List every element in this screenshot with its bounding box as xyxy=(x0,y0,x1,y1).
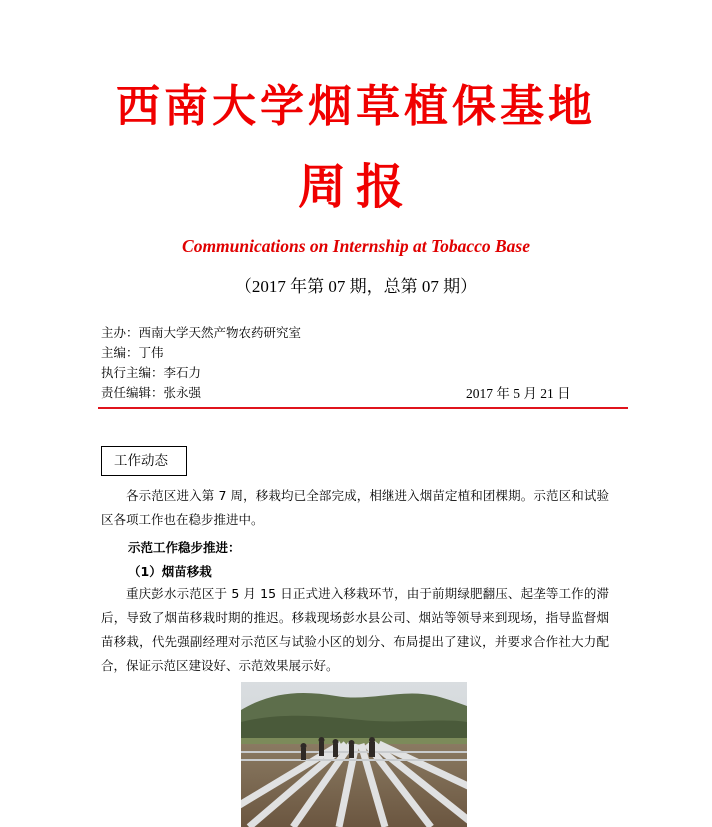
body-paragraph: 重庆彭水示范区于 5 月 15 日正式进入移栽环节，由于前期绿肥翻压、起垄等工作的滞后，导致了烟苗移栽时期的推迟。移栽现场彭水县公司、烟站等领导来到现场，指导监督烟苗移栽，代先强副经理对示范区与试验小区的划分、布局提出了建议，并要求合作社大力配合，保证示范区建设好、示范效果展示好。 xyxy=(101,586,609,673)
intro-paragraph: 各示范区进入第 7 周，移栽均已全部完成，相继进入烟苗定植和团棵期。示范区和试验区各项工作也在稳步推进中。 xyxy=(101,488,609,527)
chief-editor-line: 主编：丁伟 xyxy=(101,345,164,360)
newsletter-subtitle-weekly: 周报 xyxy=(297,159,414,215)
english-subtitle: Communications on Internship at Tobacco Base xyxy=(182,236,530,256)
responsible-editor-line: 责任编辑：张永强 xyxy=(101,385,202,400)
header-divider xyxy=(98,407,628,409)
newsletter-title: 西南大学烟草植保基地 xyxy=(116,81,596,132)
subsection-heading: （1）烟苗移栽 xyxy=(128,564,212,579)
sponsor-line: 主办：西南大学天然产物农药研究室 xyxy=(101,325,302,340)
issue-number: （2017 年第 07 期，总第 07 期） xyxy=(234,277,478,296)
publication-date: 2017 年 5 月 21 日 xyxy=(466,386,571,401)
section-title-box: 工作动态 xyxy=(101,446,187,476)
section-heading: 示范工作稳步推进： xyxy=(128,540,241,555)
field-transplanting-photo xyxy=(241,682,467,827)
executive-editor-line: 执行主编：李石力 xyxy=(101,365,202,380)
